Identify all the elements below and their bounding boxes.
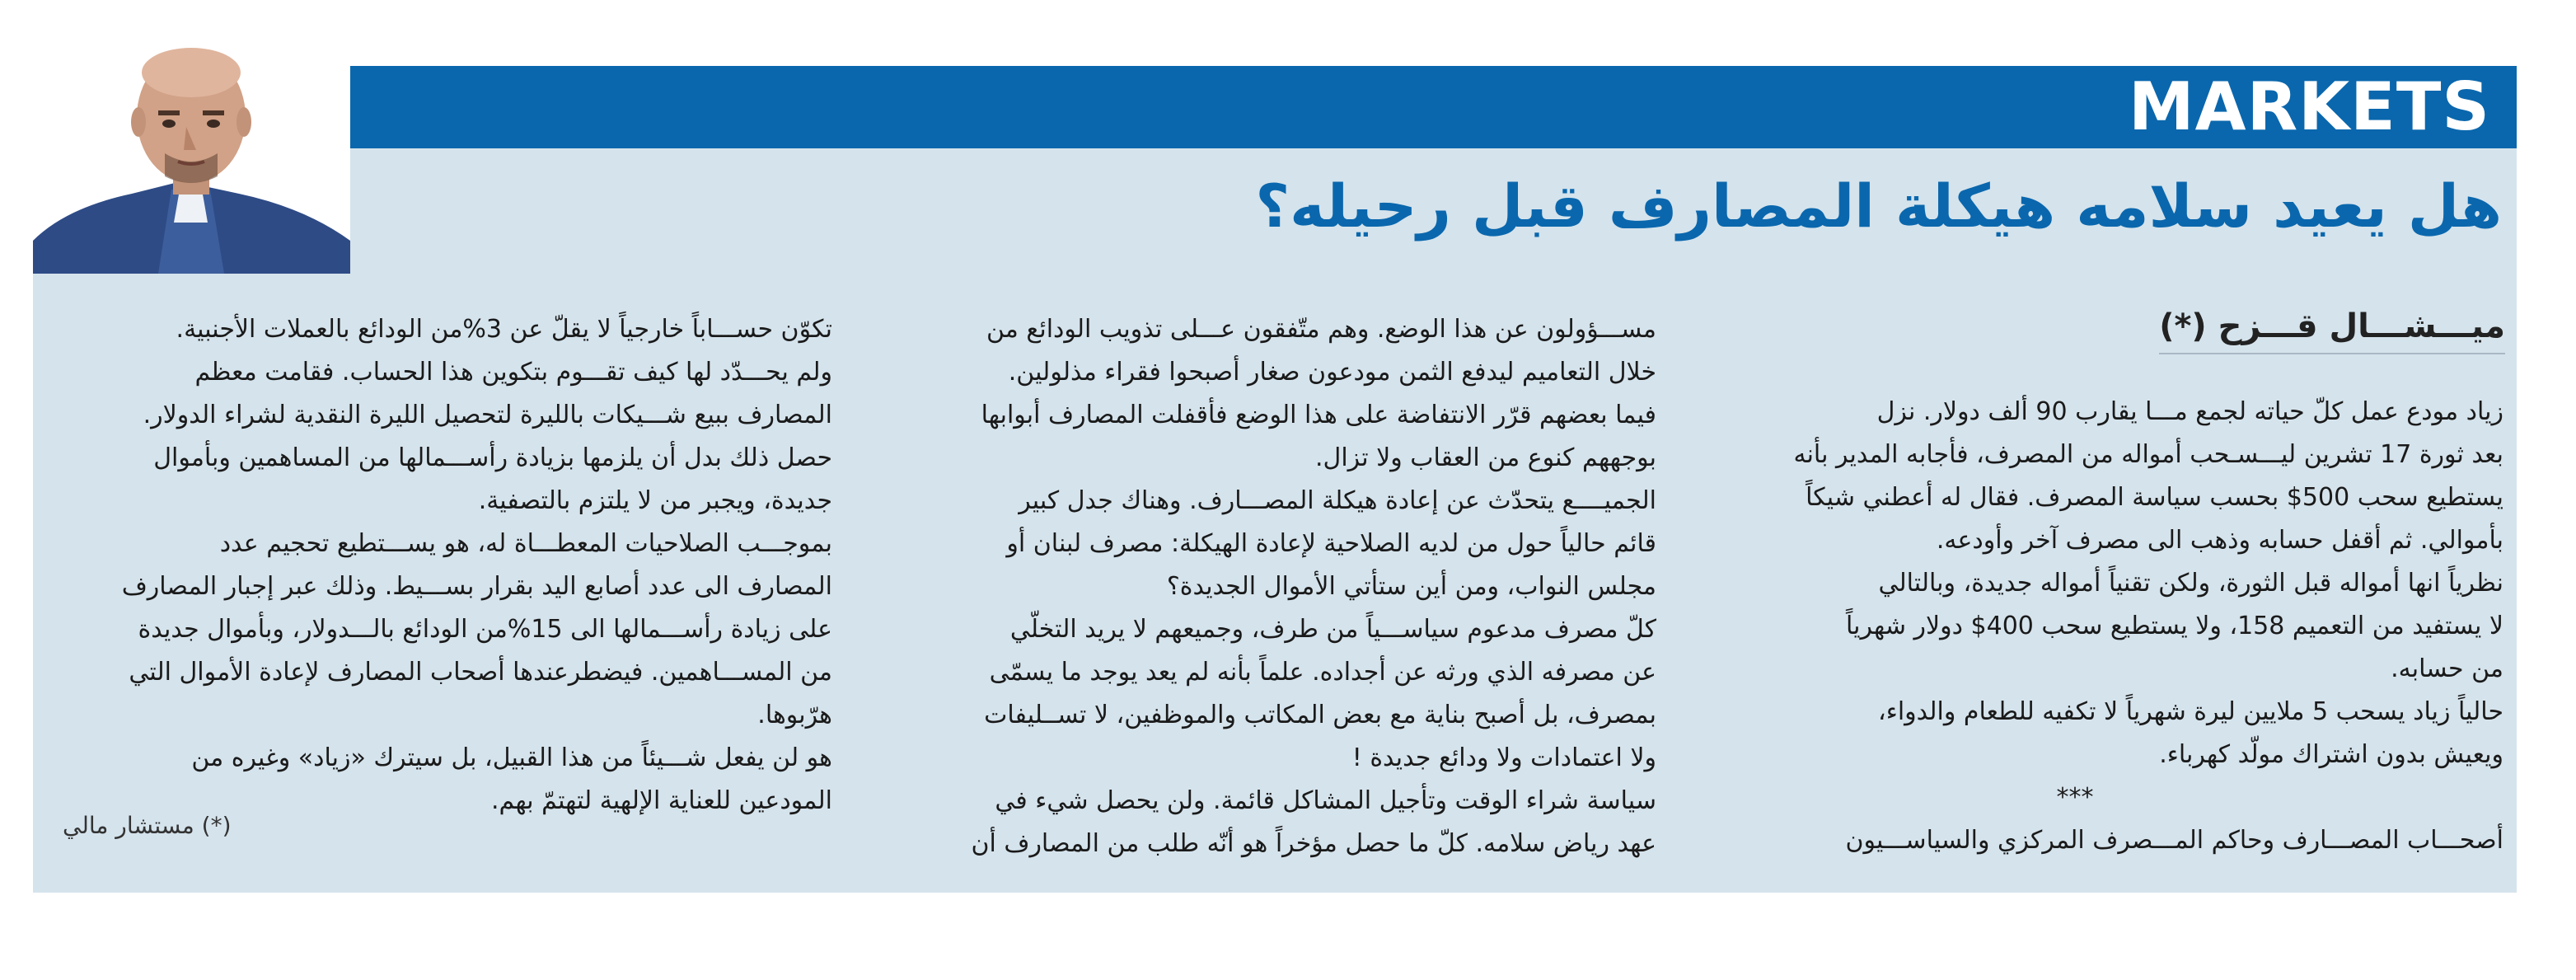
article-column-first	[1762, 391, 2503, 862]
author-photo	[33, 25, 350, 274]
column-line: بأموالي. ثم أقفل حسابه وذهب الى مصرف آخر وأودعه.	[1936, 526, 2503, 555]
column-line: مســـؤولون عن هذا الوضع. وهم متّفقون عـــلى تذويب الودائع من	[986, 315, 1656, 344]
article-column-third	[63, 308, 832, 823]
section-banner	[33, 66, 2517, 148]
article-headline: هل يعيد سلامه هيكلة المصارف قبل رحيله؟	[1255, 171, 2502, 241]
column-line: من المســـاهمين. فيضطرعندها أصحاب المصارف لإعادة الأموال التي	[129, 658, 832, 687]
column-line: خلال التعاميم ليدفع الثمن مودعون صغار أصبحوا فقراء مذلولين.	[1008, 358, 1656, 387]
column-line: بموجـــب الصلاحيات المعطـــاة له، هو يســـتطيع تحجيم عدد	[219, 529, 832, 558]
column-line: عهد رياض سلامه. كلّ ما حصل مؤخراً هو أنّه طلب من المصارف أن	[971, 829, 1656, 858]
column-line: بوجههم كنوع من العقاب ولا تزال.	[1314, 443, 1656, 472]
column-line: حالياً زياد يسحب 5 ملايين ليرة شهرياً لا تكفيه للطعام والدواء،	[1878, 697, 2503, 726]
column-line: المودعين للعناية الإلهية لتهتمّ بهم.	[490, 786, 832, 815]
column-line: نظرياً انها أمواله قبل الثورة، ولكن تقنياً أمواله جديدة، وبالتالي	[1878, 569, 2503, 598]
column-line: أصحـــاب المصـــارف وحاكم المـــصرف المركزي والسياســـيون	[1845, 826, 2503, 855]
column-line: المصارف ببيع شـــيكات بالليرة لتحصيل الليرة النقدية لشراء الدولار.	[143, 401, 832, 429]
article-column-second	[890, 308, 1656, 865]
section-label: MARKETS	[2129, 68, 2490, 145]
author-byline: ميـــشـــال قـــزح (*)	[2159, 300, 2505, 354]
column-line: سياسة شراء الوقت وتأجيل المشاكل قائمة. ولن يحصل شيء في	[995, 786, 1656, 815]
column-line: الجميــــع يتحدّث عن إعادة هيكلة المصـــارف. وهناك جدل كبير	[1019, 486, 1656, 515]
column-line: بعد ثورة 17 تشرين ليـــسـحب أمواله من المصرف، فأجابه المدير بأنه	[1793, 440, 2503, 469]
column-line: كلّ مصرف مدعوم سياســـياً من طرف، وجميعهم لا يريد التخلّي	[1009, 615, 1656, 644]
column-line: حصل ذلك بدل أن يلزمها بزيادة رأســـمالها من المساهمين وبأموال	[153, 443, 832, 472]
column-line: لا يستفيد من التعميم 158، ولا يستطيع سحب 400$ دولار شهرياً	[1845, 612, 2503, 640]
column-line: هو لن يفعل شـــيئاً من هذا القبيل، بل سيترك «زياد» وغيره من	[191, 743, 832, 772]
column-line: ولم يحـــدّد لها كيف تقـــوم بتكوين هذا الحساب. فقامت معظم	[194, 358, 832, 387]
column-line: هرّبوها.	[757, 701, 832, 729]
column-line: عن مصرفه الذي ورثه عن أجداده. علماً بأنه لم يعد يوجد ما يسمّى	[989, 658, 1656, 687]
section-divider: ***	[2056, 783, 2094, 812]
column-line: مجلس النواب، ومن أين ستأتي الأموال الجديدة؟	[1166, 572, 1656, 601]
column-line: بمصرف، بل أصبح بناية مع بعض المكاتب والموظفين، لا تســليفات	[984, 701, 1656, 729]
column-line: تكوّن حســـاباً خارجياً لا يقلّ عن 3%من الودائع بالعملات الأجنبية.	[176, 315, 832, 344]
column-line: فيما بعضهم قرّر الانتفاضة على هذا الوضع فأقفلت المصارف أبوابها	[981, 401, 1656, 429]
author-footnote: (*) مستشار مالي	[63, 812, 232, 839]
column-line: المصارف الى عدد أصابع اليد بقرار بســـيط. وذلك عبر إجبار المصارف	[121, 572, 832, 601]
column-line: قائم حالياً حول من لديه الصلاحية لإعادة الهيكلة: مصرف لبنان أو	[1006, 529, 1656, 558]
column-line: على زيادة رأســـمالها الى 15%من الودائع بالـــدولار، وبأموال جديدة	[138, 615, 832, 644]
column-line: زياد مودع عمل كلّ حياته لجمع مـــا يقارب 90 ألف دولار. نزل	[1876, 397, 2503, 426]
column-line: ويعيش بدون اشتراك مولّد كهرباء.	[2159, 740, 2503, 769]
column-line: جديدة، ويجبر من لا يلتزم بالتصفية.	[478, 486, 832, 515]
column-line: يستطيع سحب 500$ بحسب سياسة المصرف. فقال له أعطني شيكاً	[1806, 483, 2503, 512]
column-line: ولا اعتمادات ولا ودائع جديدة !	[1351, 743, 1656, 772]
column-line: من حسابه.	[2391, 654, 2503, 683]
